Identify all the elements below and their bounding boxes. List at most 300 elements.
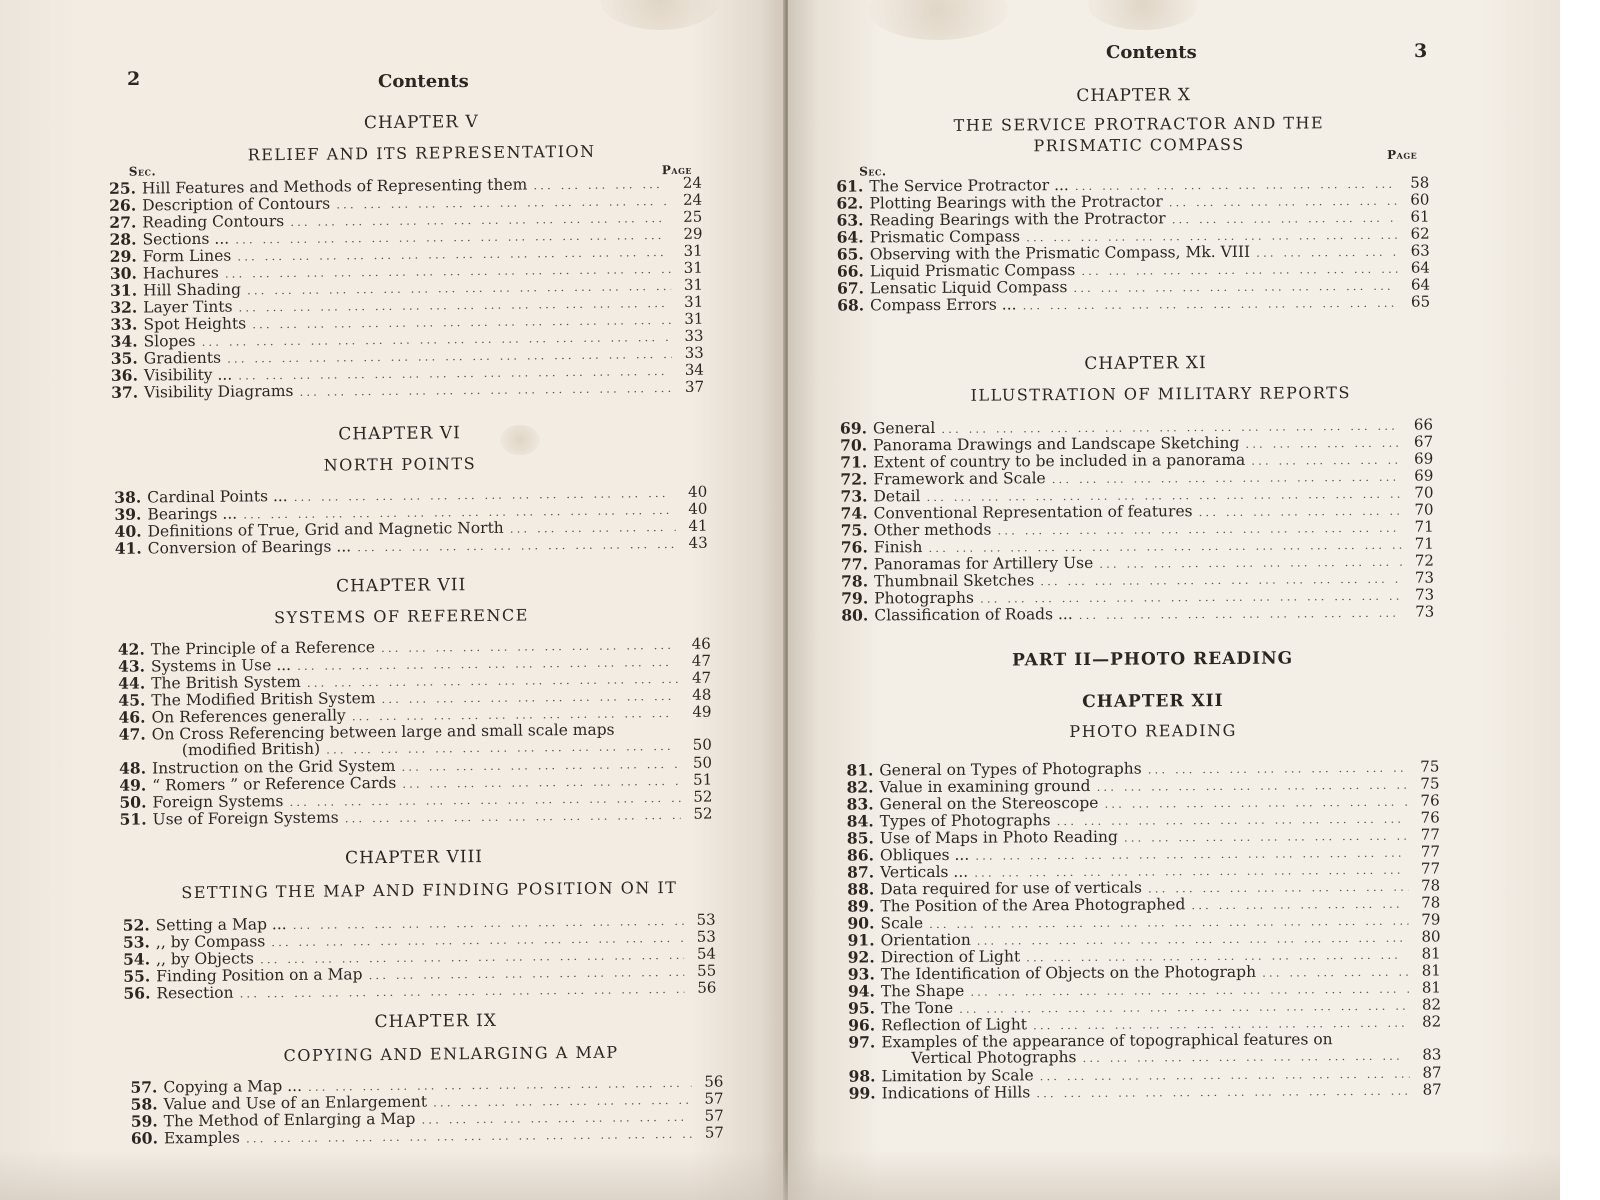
section-title: Panorama Drawings and Landscape Sketching — [873, 433, 1240, 455]
page-reference: 50 — [692, 753, 713, 772]
section-title: Finish — [873, 538, 923, 557]
page-reference: 24 — [682, 190, 703, 209]
section-number: 94. — [847, 981, 875, 1001]
toc-entry — [841, 1046, 1441, 1067]
section-number: 71. — [840, 452, 868, 472]
page-reference: 37 — [684, 377, 705, 396]
section-title: The Position of the Area Photographed — [880, 895, 1186, 916]
section-title: Layer Tints — [143, 297, 233, 317]
toc-entry — [834, 603, 1434, 624]
chapter-viii-entries — [116, 911, 717, 1002]
section-title: On References generally — [151, 706, 346, 727]
leader-dots — [533, 176, 670, 194]
toc-entry — [829, 208, 1429, 229]
running-head-right: Contents — [1106, 42, 1197, 63]
section-number: 59. — [130, 1111, 158, 1131]
section-number: 81. — [846, 760, 874, 780]
leader-dots — [1099, 554, 1402, 573]
section-number: 69. — [839, 418, 868, 438]
toc-entry — [841, 961, 1441, 982]
section-number: 52. — [122, 915, 150, 935]
chapter-x-heading: CHAPTER X — [1076, 85, 1192, 106]
section-title: On Cross Referencing between large and small scale maps — [151, 720, 615, 744]
section-number: 78. — [841, 571, 869, 591]
section-title: (modified British) — [181, 739, 321, 760]
section-number: 54. — [122, 949, 151, 969]
section-number: 55. — [123, 966, 151, 986]
chapter-xii-heading: CHAPTER XII — [1082, 690, 1224, 712]
page-reference: 73 — [1415, 585, 1435, 604]
page-reference: 31 — [683, 275, 704, 294]
leader-dots — [357, 536, 676, 556]
section-title: Gradients — [143, 348, 222, 368]
section-title: Indications of Hills — [881, 1083, 1031, 1103]
section-number: 41. — [114, 538, 142, 558]
section-title: Hill Features and Methods of Representing them — [141, 175, 528, 198]
page-shadow — [0, 1150, 1560, 1200]
section-number: 42. — [117, 639, 145, 659]
toc-entry — [840, 859, 1440, 880]
section-number: 68. — [837, 295, 865, 315]
section-title: The British System — [151, 672, 301, 693]
section-number: 43. — [117, 656, 146, 676]
section-number: 88. — [847, 879, 875, 899]
page-reference: 82 — [1421, 1012, 1442, 1031]
section-title: Conventional Representation of features — [873, 502, 1193, 523]
toc-entry — [840, 825, 1440, 846]
toc-entry — [840, 808, 1440, 829]
section-number: 35. — [110, 348, 138, 368]
section-number: 66. — [836, 261, 864, 281]
toc-entry — [839, 757, 1439, 778]
section-title: Use of Foreign Systems — [152, 808, 339, 829]
page-reference: 73 — [1414, 568, 1435, 587]
section-number: 82. — [846, 777, 874, 797]
page-reference: 47 — [691, 651, 712, 670]
section-number: 56. — [123, 983, 151, 1003]
page-reference: 87 — [1422, 1080, 1442, 1099]
section-title: Observing with the Prismatic Compass, Mk. VIII — [869, 242, 1251, 264]
section-number: 63. — [836, 210, 864, 230]
chapter-xi-title: ILLUSTRATION OF MILITARY REPORTS — [970, 383, 1351, 405]
section-number: 83. — [846, 794, 874, 814]
section-number: 39. — [114, 504, 142, 524]
leader-dots — [1148, 879, 1408, 898]
section-title: Sections ... — [142, 229, 230, 249]
section-number: 38. — [114, 487, 142, 507]
section-title: Prismatic Compass — [869, 227, 1021, 247]
section-title: Resection — [156, 983, 234, 1003]
section-title: Data required for use of verticals — [880, 878, 1143, 899]
section-title: The Identification of Objects on the Photograph — [880, 962, 1257, 984]
toc-entry — [833, 416, 1433, 437]
leader-dots — [1081, 261, 1398, 280]
section-title: Extent of country to be included in a panorama — [873, 450, 1246, 472]
page-reference: 62 — [1410, 224, 1430, 243]
section-number: 26. — [109, 195, 137, 215]
toc-entry — [834, 586, 1434, 607]
page-reference: 82 — [1421, 995, 1442, 1014]
page-reference: 77 — [1420, 859, 1441, 878]
section-title: Vertical Photographs — [911, 1048, 1077, 1068]
leader-dots — [1104, 794, 1407, 813]
section-number: 72. — [840, 469, 868, 489]
section-title: Liquid Prismatic Compass — [869, 261, 1076, 281]
leader-dots — [1082, 1048, 1409, 1067]
leader-dots — [239, 981, 684, 1003]
chapter-ix-entries — [123, 1072, 724, 1146]
section-number: 80. — [841, 605, 869, 625]
page-number-left: 2 — [127, 68, 141, 90]
page-reference: 70 — [1414, 500, 1434, 519]
page-reference: 61 — [1410, 207, 1430, 226]
chapter-vii-title: SYSTEMS OF REFERENCE — [274, 605, 529, 628]
toc-entry — [840, 876, 1440, 897]
chapter-vi-title: NORTH POINTS — [323, 454, 477, 475]
section-title: Form Lines — [142, 246, 232, 266]
page-reference: 50 — [692, 735, 712, 754]
page-reference: 69 — [1414, 449, 1434, 468]
section-title: Obliques ... — [879, 845, 970, 865]
section-title: Panoramas for Artillery Use — [873, 553, 1094, 574]
section-number: 50. — [119, 792, 147, 812]
section-number: 85. — [846, 828, 874, 848]
section-number: 86. — [846, 845, 875, 865]
page-reference: 87 — [1422, 1063, 1442, 1082]
section-number: 76. — [840, 537, 868, 557]
page-reference: 52 — [693, 804, 713, 823]
page-reference: 43 — [688, 533, 708, 552]
chapter-v-title: RELIEF AND ITS REPRESENTATION — [247, 141, 596, 165]
page-reference: 63 — [1410, 241, 1430, 260]
page-reference: 71 — [1414, 517, 1434, 536]
page-reference: 31 — [683, 241, 703, 260]
section-title: Photographs — [874, 588, 974, 608]
section-number: 62. — [836, 193, 864, 213]
section-title: Setting a Map ... — [155, 915, 287, 935]
toc-entry — [829, 174, 1429, 195]
page-reference: 78 — [1421, 876, 1441, 895]
section-title: Thumbnail Sketches — [873, 571, 1035, 591]
section-number: 65. — [836, 244, 864, 264]
page-reference: 81 — [1421, 978, 1441, 997]
section-title: Foreign Systems — [152, 792, 284, 812]
leader-dots — [510, 519, 676, 538]
page-reference: 57 — [704, 1123, 724, 1142]
toc-entry — [842, 1080, 1442, 1101]
section-title: Other methods — [873, 520, 992, 540]
toc-entry — [833, 450, 1433, 471]
page-reference: 76 — [1420, 791, 1440, 810]
page-reference: 67 — [1413, 432, 1434, 451]
page-reference: 54 — [696, 944, 717, 963]
chapter-x-entries — [829, 174, 1430, 314]
section-number: 58. — [130, 1094, 158, 1114]
leader-dots — [1169, 193, 1398, 212]
chapter-v-heading: CHAPTER V — [363, 111, 479, 134]
page-reference: 79 — [1421, 910, 1441, 929]
section-title: Use of Maps in Photo Reading — [879, 827, 1118, 848]
page-reference: 70 — [1414, 483, 1434, 502]
section-number: 93. — [847, 964, 875, 984]
section-title: Visibility Diagrams — [144, 381, 294, 402]
part-ii-heading: PART II—PHOTO READING — [1011, 648, 1294, 671]
leader-dots — [246, 1126, 692, 1148]
section-number: 89. — [847, 896, 875, 916]
toc-entry — [834, 501, 1434, 522]
page-reference: 33 — [684, 343, 704, 362]
section-number: 29. — [109, 246, 137, 266]
page-reference: 40 — [688, 499, 708, 518]
page-reference: 53 — [696, 927, 716, 946]
page-reference: 65 — [1410, 292, 1431, 311]
section-title: Plotting Bearings with the Protractor — [869, 192, 1163, 213]
section-title: Hill Shading — [142, 280, 242, 300]
section-title: ,, by Objects — [155, 949, 255, 969]
section-title: General on Types of Photographs — [879, 759, 1142, 780]
section-number: 47. — [118, 724, 146, 744]
toc-entry — [839, 774, 1439, 795]
section-title: The Shape — [880, 981, 965, 1001]
toc-entry — [833, 467, 1433, 488]
section-number: 99. — [848, 1083, 876, 1103]
section-title: Reflection of Light — [881, 1015, 1028, 1035]
background-edge — [1560, 0, 1600, 1200]
chapter-v-entries — [102, 174, 704, 401]
page-reference: 47 — [691, 668, 712, 687]
section-number: 34. — [110, 331, 138, 351]
page-reference: 83 — [1422, 1045, 1442, 1064]
toc-entry — [841, 927, 1441, 948]
section-title: Scale — [880, 914, 924, 933]
leader-dots — [1245, 435, 1401, 453]
section-title: Detail — [873, 487, 921, 506]
page-reference: 78 — [1421, 893, 1441, 912]
section-number: 96. — [848, 1015, 876, 1035]
page-reference: 64 — [1410, 258, 1430, 277]
page-reference: 25 — [683, 207, 703, 226]
leader-dots — [1262, 964, 1409, 982]
chapter-vii-heading: CHAPTER VII — [335, 575, 467, 597]
page-reference: 53 — [696, 910, 716, 929]
section-number: 60. — [130, 1128, 159, 1148]
leader-dots — [1172, 210, 1398, 229]
section-number: 46. — [118, 707, 146, 727]
section-title: Examples — [163, 1128, 241, 1148]
page-reference: 57 — [704, 1089, 724, 1108]
section-number: 95. — [848, 998, 876, 1018]
section-number: 49. — [119, 775, 147, 795]
section-title: Types of Photographs — [879, 811, 1051, 831]
chapter-viii-heading: CHAPTER VIII — [344, 846, 484, 869]
page-reference: 64 — [1410, 275, 1431, 294]
toc-entry — [830, 276, 1430, 297]
page-reference: 52 — [693, 787, 713, 806]
section-title: Copying a Map ... — [163, 1076, 303, 1097]
chapter-xii-title: PHOTO READING — [1069, 720, 1237, 742]
section-number: 40. — [114, 521, 142, 541]
page-reference: 34 — [684, 360, 705, 379]
toc-entry — [829, 191, 1429, 212]
toc-entry — [841, 1063, 1441, 1084]
section-title: General on the Stereoscope — [879, 793, 1099, 814]
section-title: Slopes — [143, 331, 196, 351]
section-number: 75. — [840, 520, 868, 540]
page-reference: 55 — [697, 961, 717, 980]
section-title: Hachures — [142, 263, 219, 283]
section-title: Description of Contours — [142, 194, 331, 215]
right-page — [788, 0, 1560, 1200]
leader-dots — [1148, 760, 1408, 779]
page-reference: 75 — [1420, 774, 1440, 793]
section-title: Cardinal Points ... — [147, 487, 288, 507]
leader-dots — [1023, 295, 1399, 315]
page-column-label-right: Page — [1387, 147, 1418, 162]
toc-entry — [834, 552, 1434, 573]
page-reference: 31 — [684, 309, 704, 328]
section-title: Verticals ... — [880, 862, 969, 882]
page-reference: 81 — [1421, 944, 1441, 963]
page-reference: 41 — [688, 516, 708, 535]
section-title: Instruction on the Grid System — [151, 756, 396, 778]
section-number: 90. — [847, 913, 875, 933]
section-number: 51. — [119, 809, 147, 829]
page-reference: 57 — [704, 1106, 724, 1125]
leader-dots — [345, 807, 681, 828]
page-reference: 60 — [1410, 190, 1430, 209]
left-page — [0, 0, 785, 1200]
running-head-left: Contents — [378, 71, 469, 92]
page-reference: 73 — [1415, 602, 1435, 621]
section-title: Orientation — [880, 930, 971, 950]
section-title: “ Romers ” or Reference Cards — [152, 773, 397, 795]
section-title: Limitation by Scale — [881, 1066, 1034, 1086]
toc-entry — [834, 518, 1434, 539]
section-number: 30. — [109, 263, 137, 283]
page-reference: 31 — [684, 292, 704, 311]
page-reference: 77 — [1420, 825, 1440, 844]
section-title: General — [872, 418, 936, 438]
section-number: 27. — [109, 212, 137, 232]
section-title: Visibility ... — [143, 365, 233, 385]
section-number: 48. — [118, 758, 147, 778]
toc-entry — [830, 225, 1430, 246]
section-number: 44. — [118, 673, 146, 693]
section-title: The Modified British System — [151, 689, 376, 710]
page-reference: 24 — [682, 173, 703, 192]
section-number: 97. — [848, 1032, 876, 1052]
page-reference: 33 — [684, 326, 704, 345]
section-number: 32. — [110, 297, 138, 317]
page-reference: 51 — [693, 770, 713, 789]
section-title: The Method of Enlarging a Map — [163, 1109, 416, 1131]
page-column-label-left: Page — [661, 162, 693, 178]
page-reference: 80 — [1421, 927, 1441, 946]
chapter-viii-title: SETTING THE MAP AND FINDING POSITION ON IT — [181, 877, 678, 903]
section-number: 67. — [836, 278, 865, 298]
sec-column-label-right: Sec. — [859, 164, 887, 179]
leader-dots — [299, 380, 672, 401]
section-title: The Service Protractor ... — [869, 176, 1069, 196]
toc-entry — [841, 1012, 1441, 1033]
section-title: Finding Position on a Map — [156, 965, 363, 986]
toc-entry — [834, 569, 1434, 590]
section-number: 31. — [109, 280, 138, 300]
page-reference: 56 — [704, 1072, 724, 1091]
toc-entry — [830, 259, 1430, 280]
chapter-ix-heading: CHAPTER IX — [374, 1010, 497, 1033]
page-reference: 75 — [1420, 757, 1440, 776]
page-number-right: 3 — [1414, 40, 1428, 62]
page-reference: 56 — [697, 978, 717, 997]
leader-dots — [1036, 1083, 1409, 1103]
toc-entry — [841, 995, 1441, 1016]
toc-entry — [830, 293, 1430, 314]
section-title: Systems in Use ... — [150, 655, 292, 676]
chapter-ix-title: COPYING AND ENLARGING A MAP — [283, 1042, 619, 1066]
section-number: 61. — [836, 176, 864, 196]
section-title: The Principle of a Reference — [150, 638, 376, 659]
page-reference: 49 — [692, 702, 712, 721]
section-number: 57. — [130, 1077, 158, 1097]
toc-entry — [840, 842, 1440, 863]
leader-dots — [1251, 452, 1401, 470]
section-title: Compass Errors ... — [870, 295, 1017, 315]
section-number: 53. — [122, 932, 150, 952]
section-number: 37. — [111, 382, 139, 402]
section-title: Conversion of Bearings ... — [147, 537, 352, 558]
page-reference: 29 — [683, 224, 703, 243]
chapter-x-title: THE SERVICE PROTRACTOR AND THE PRISMATIC COMPASS — [953, 113, 1325, 156]
section-number: 64. — [836, 227, 864, 247]
chapter-vii-entries — [111, 635, 713, 828]
chapter-xi-heading: CHAPTER XI — [1084, 353, 1207, 374]
sec-column-label-left: Sec. — [128, 164, 157, 179]
page-reference: 46 — [691, 634, 711, 653]
page-reference: 72 — [1414, 551, 1434, 570]
chapter-vi-heading: CHAPTER VI — [338, 423, 461, 445]
section-title: Definitions of True, Grid and Magnetic North — [147, 518, 504, 541]
page-reference: 66 — [1413, 415, 1434, 434]
leader-dots — [1097, 777, 1408, 796]
page-reference: 76 — [1420, 808, 1440, 827]
section-title: Classification of Roads ... — [874, 605, 1073, 625]
chapter-vi-entries — [107, 483, 708, 557]
page-reference: 40 — [688, 482, 708, 501]
section-number: 25. — [108, 178, 137, 198]
section-number: 79. — [841, 588, 869, 608]
section-title: Reading Contours — [142, 212, 285, 232]
page-reference: 69 — [1414, 466, 1434, 485]
leader-dots — [1079, 605, 1403, 624]
section-title: ,, by Compass — [155, 932, 266, 952]
section-number: 87. — [847, 862, 875, 882]
section-title: Bearings ... — [147, 504, 238, 524]
section-number: 28. — [109, 229, 137, 249]
section-title: The Tone — [880, 998, 954, 1018]
section-title: Reading Bearings with the Protractor — [869, 209, 1166, 230]
section-number: 33. — [110, 314, 138, 334]
toc-entry — [840, 791, 1440, 812]
section-title: Value and Use of an Enlargement — [163, 1092, 428, 1114]
page-reference: 48 — [692, 685, 712, 704]
leader-dots — [1191, 896, 1408, 915]
page-reference: 71 — [1414, 534, 1434, 553]
section-title: Spot Heights — [143, 314, 247, 334]
section-title: Value in examining ground — [879, 776, 1091, 797]
section-number: 73. — [840, 486, 868, 506]
section-number: 77. — [840, 554, 869, 574]
